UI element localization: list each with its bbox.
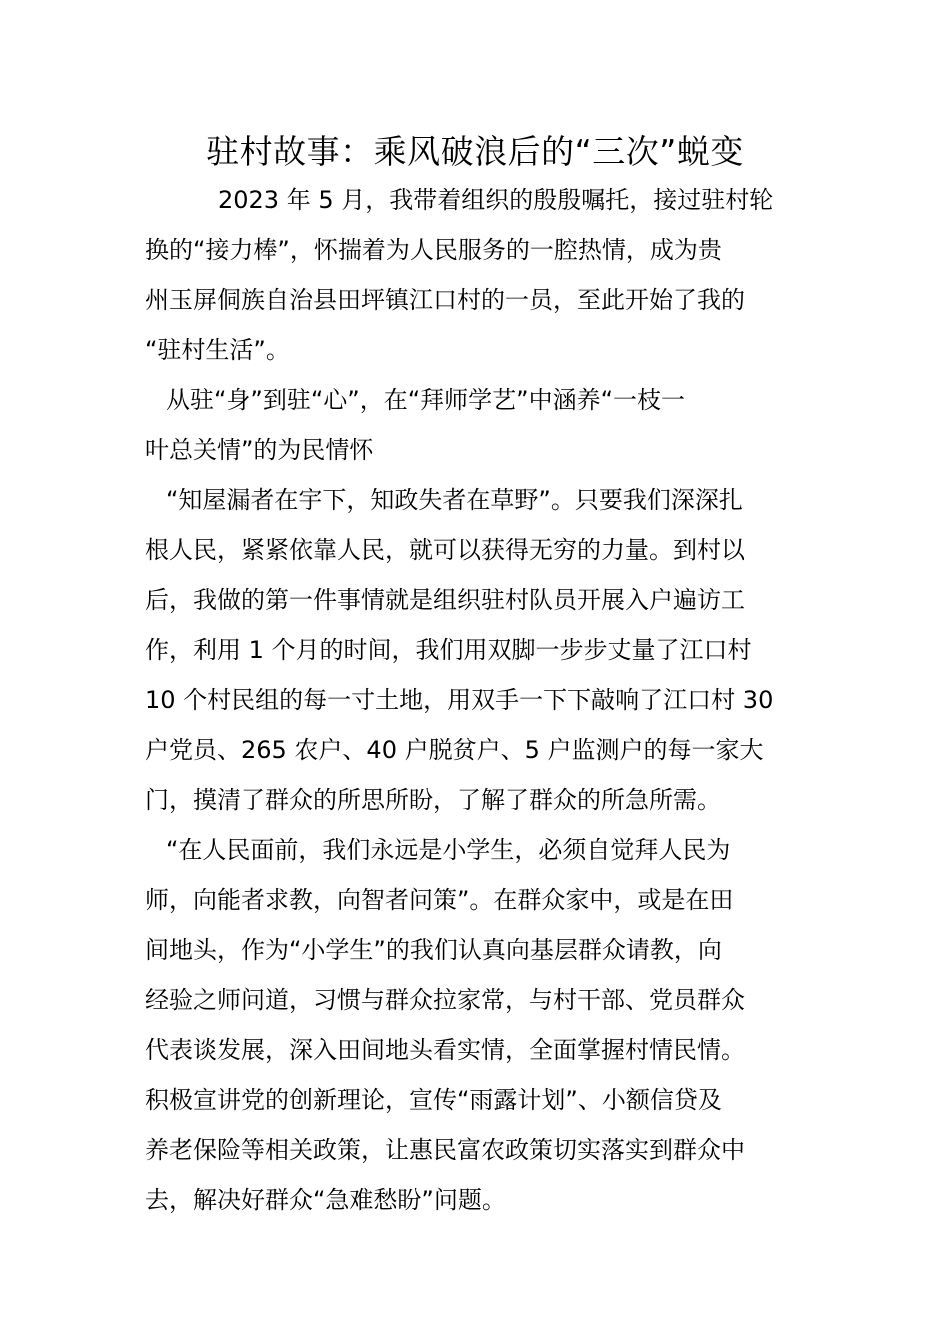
paragraph-2-line-7: 门，摸清了群众的所思所盼，了解了群众的所急所需。 (145, 786, 721, 814)
paragraph-3-line-2: 师，向能者求教，向智者问策”。在群众家中，或是在田 (145, 886, 734, 914)
paragraph-2-line-6: 户党员、265 农户、40 户脱贫户、5 户监测户的每一家大 (145, 736, 764, 764)
section-heading-line-2: 叶总关情”的为民情怀 (145, 436, 374, 464)
section-heading-line-1: 从驻“身”到驻“心”，在“拜师学艺”中涵养“一枝一 (166, 386, 686, 414)
paragraph-3-line-3: 间地头，作为“小学生”的我们认真向基层群众请教，向 (145, 936, 722, 964)
paragraph-1-line-4: “驻村生活”。 (145, 336, 290, 364)
paragraph-2-line-5: 10 个村民组的每一寸土地，用双手一下下敲响了江口村 30 (145, 686, 774, 714)
paragraph-2-line-4: 作，利用 1 个月的时间，我们用双脚一步步丈量了江口村 (145, 636, 752, 664)
paragraph-3-line-8: 去，解决好群众“急难愁盼”问题。 (145, 1186, 506, 1214)
paragraph-2-line-1: “知屋漏者在宇下，知政失者在草野”。只要我们深深扎 (166, 486, 743, 514)
paragraph-3-line-7: 养老保险等相关政策，让惠民富农政策切实落实到群众中 (145, 1136, 745, 1164)
paragraph-2-line-3: 后，我做的第一件事情就是组织驻村队员开展入户遍访工 (145, 586, 745, 614)
document-title: 驻村故事：乘风破浪后的“三次”蜕变 (206, 132, 744, 171)
paragraph-2-line-2: 根人民，紧紧依靠人民，就可以获得无穷的力量。到村以 (145, 536, 745, 564)
paragraph-1-line-3: 州玉屏侗族自治县田坪镇江口村的一员，至此开始了我的 (145, 286, 745, 314)
paragraph-3-line-4: 经验之师问道，习惯与群众拉家常，与村干部、党员群众 (145, 986, 745, 1014)
paragraph-1-line-2: 换的“接力棒”，怀揣着为人民服务的一腔热情，成为贵 (145, 236, 722, 264)
paragraph-1-line-1: 2023 年 5 月，我带着组织的殷殷嘱托，接过驻村轮 (218, 186, 774, 214)
paragraph-3-line-5: 代表谈发展，深入田间地头看实情，全面掌握村情民情。 (145, 1036, 745, 1064)
paragraph-3-line-6: 积极宣讲党的创新理论，宣传“雨露计划”、小额信贷及 (145, 1086, 722, 1114)
paragraph-3-line-1: “在人民面前，我们永远是小学生，必须自觉拜人民为 (166, 836, 731, 864)
